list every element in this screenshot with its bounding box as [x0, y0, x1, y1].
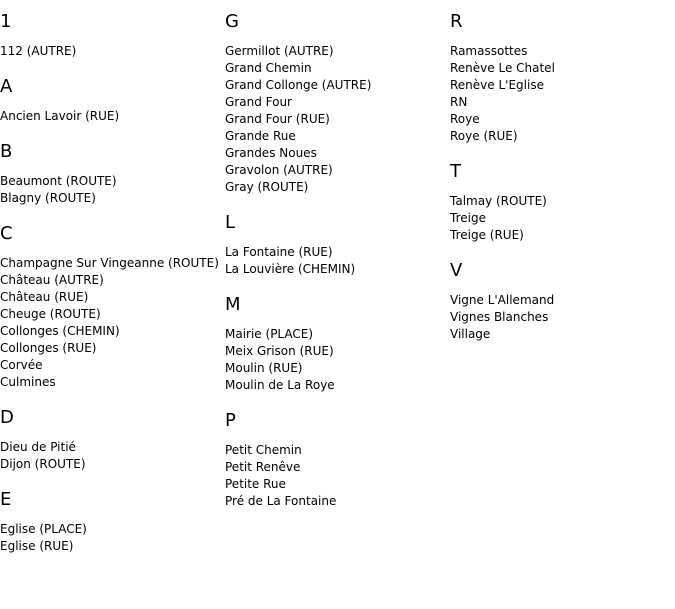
street-list [225, 43, 449, 196]
street-list [0, 43, 224, 60]
street-name: Corvée [0, 358, 43, 372]
street-list [450, 292, 674, 343]
street-name: Grand Four (RUE) [225, 112, 330, 126]
section-letter-heading: D [0, 407, 14, 428]
street-name: RN [450, 95, 468, 109]
section-letter-heading: B [0, 141, 13, 162]
section-letter-heading: C [0, 223, 13, 244]
street-name: Beaumont (ROUTE) [0, 174, 117, 188]
letter-section [450, 12, 674, 145]
street-name: Renève Le Chatel [450, 61, 555, 75]
street-name: Roye [450, 112, 480, 126]
street-list [0, 173, 224, 207]
street-list [225, 244, 449, 278]
section-letter-heading: P [225, 410, 236, 431]
street-name: Vigne L'Allemand [450, 293, 555, 307]
letter-section [225, 12, 449, 196]
street-name: Gray (ROUTE) [225, 180, 309, 194]
street-name: Petite Rue [225, 477, 286, 491]
street-name: Collonges (RUE) [0, 341, 97, 355]
letter-section [0, 12, 224, 60]
letter-section [225, 411, 449, 510]
street-name: Cheuge (ROUTE) [0, 307, 101, 321]
street-name: Roye (RUE) [450, 129, 518, 143]
street-list [225, 442, 449, 510]
street-list [450, 43, 674, 145]
street-list [0, 108, 224, 125]
section-letter-heading: R [450, 11, 463, 32]
street-name: Château (AUTRE) [0, 273, 104, 287]
street-name: Grande Rue [225, 129, 296, 143]
street-name: Talmay (ROUTE) [450, 194, 547, 208]
column-2 [225, 0, 449, 510]
street-name: Grandes Noues [225, 146, 317, 160]
street-name: La Fontaine (RUE) [225, 245, 333, 259]
section-letter-heading: L [225, 212, 236, 233]
street-name: Petit Renêve [225, 460, 301, 474]
letter-section [450, 261, 674, 343]
street-name: Blagny (ROUTE) [0, 191, 96, 205]
letter-section [0, 142, 224, 207]
street-name: Culmines [0, 375, 56, 389]
letter-section [0, 408, 224, 473]
letter-section [225, 213, 449, 278]
section-letter-heading: T [450, 161, 461, 182]
street-name: Meix Grison (RUE) [225, 344, 334, 358]
street-name: Germillot (AUTRE) [225, 44, 334, 58]
street-name: Collonges (CHEMIN) [0, 324, 120, 338]
section-letter-heading: 1 [0, 11, 12, 32]
street-name: Château (RUE) [0, 290, 89, 304]
street-name: Mairie (PLACE) [225, 327, 314, 341]
section-letter-heading: M [225, 294, 241, 315]
column-3 [450, 0, 674, 343]
section-letter-heading: A [0, 76, 13, 97]
street-list [450, 193, 674, 244]
street-list [0, 255, 224, 391]
street-name: Grand Chemin [225, 61, 312, 75]
street-name: Renève L'Eglise [450, 78, 544, 92]
street-name: Champagne Sur Vingeanne (ROUTE) [0, 256, 219, 270]
street-name: Gravolon (AUTRE) [225, 163, 333, 177]
street-name: Dijon (ROUTE) [0, 457, 86, 471]
letter-section [0, 224, 224, 391]
street-name: Dieu de Pitié [0, 440, 76, 454]
street-name: Treige (RUE) [450, 228, 524, 242]
street-name: Treige [450, 211, 486, 225]
street-name: La Louvière (CHEMIN) [225, 262, 356, 276]
section-letter-heading: E [0, 489, 12, 510]
street-name: Eglise (PLACE) [0, 522, 87, 536]
street-name: Village [450, 327, 491, 341]
section-letter-heading: G [225, 11, 239, 32]
letter-section [450, 162, 674, 244]
street-name: Ancien Lavoir (RUE) [0, 109, 120, 123]
street-name: Petit Chemin [225, 443, 302, 457]
letter-section [225, 295, 449, 394]
street-name: Grand Collonge (AUTRE) [225, 78, 372, 92]
street-name: Vignes Blanches [450, 310, 549, 324]
street-list [0, 521, 224, 555]
letter-section [0, 490, 224, 555]
street-name: Moulin (RUE) [225, 361, 303, 375]
letter-section [0, 77, 224, 125]
street-name: Pré de La Fontaine [225, 494, 337, 508]
section-letter-heading: V [450, 260, 463, 281]
column-1 [0, 0, 224, 555]
street-name: 112 (AUTRE) [0, 44, 77, 58]
street-name: Moulin de La Roye [225, 378, 335, 392]
street-name: Grand Four [225, 95, 292, 109]
street-list [0, 439, 224, 473]
street-name: Eglise (RUE) [0, 539, 74, 553]
street-list [225, 326, 449, 394]
street-name: Ramassottes [450, 44, 528, 58]
